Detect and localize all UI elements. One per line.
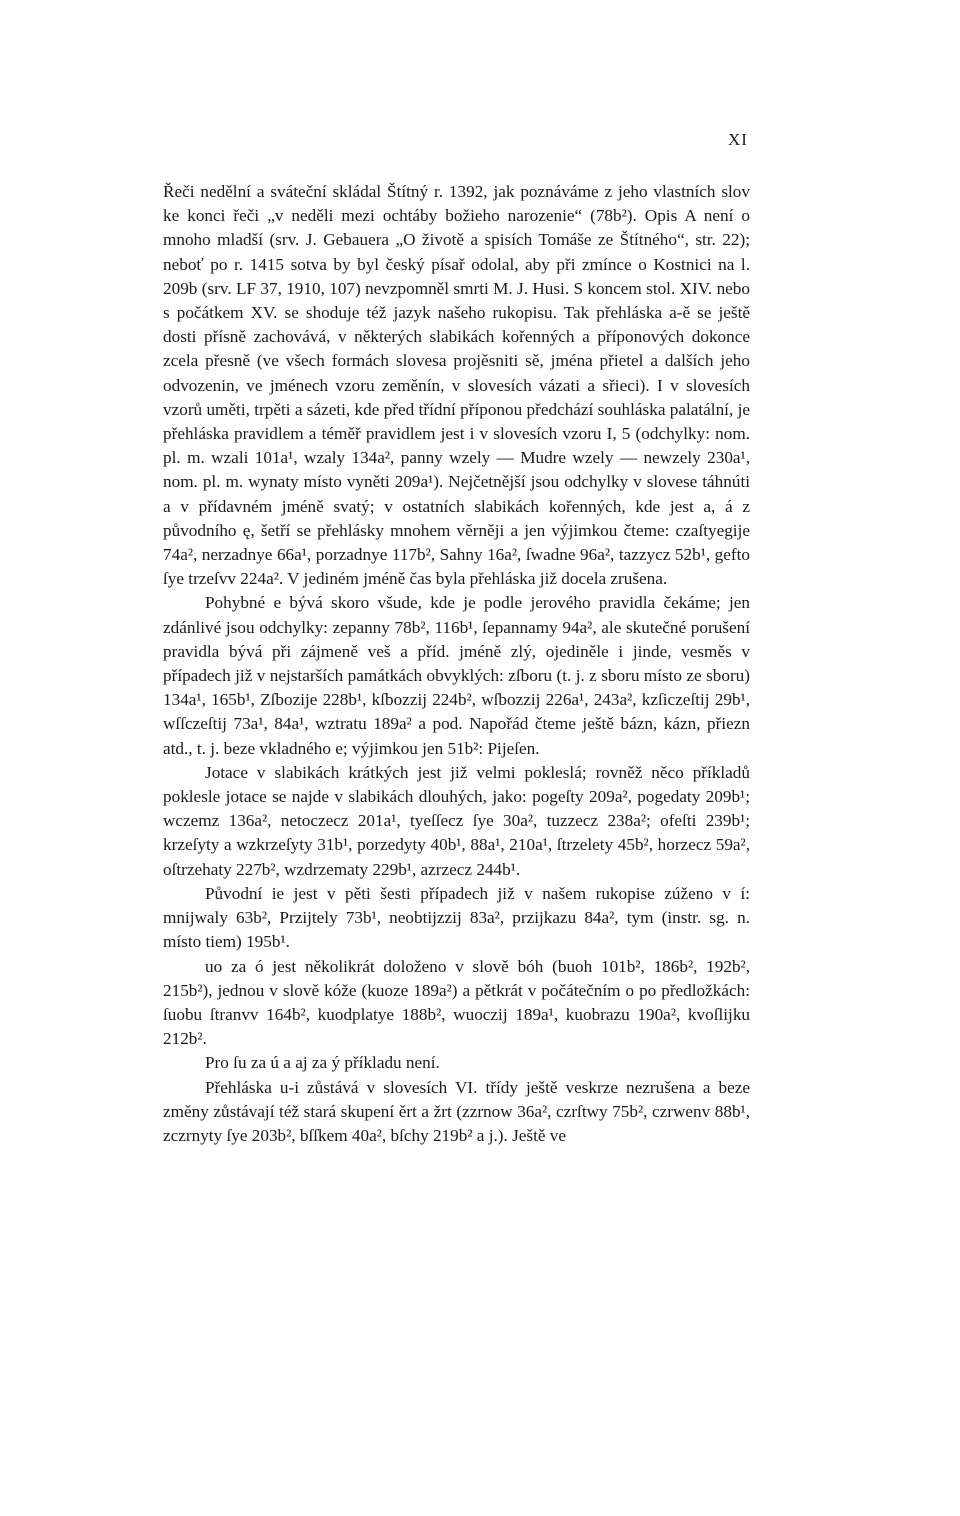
paragraph: Přehláska u-i zůstává v slovesích VI. třídy ještě veskrze nezrušena a beze změny zůstávají též stará skupení ěrt a žrt (zzrnow 36a², czrſtwy 75b², czrwenv 88b¹, zczrnyty ſye 203b², bſſkem 40a², bſchy 219b² a j.). Ještě ve: [163, 1077, 750, 1145]
paragraph: Pro ſu za ú a aj za ý příkladu není.: [205, 1053, 440, 1073]
body-text: [163, 180, 750, 1148]
paragraph: Jotace v slabikách krátkých jest již velmi pokleslá; rovněž něco příkladů poklesle jotace se najde v slabikách dlouhých, jako: pogeſty 209a², pogedaty 209b¹; wczemz 136a², netoczecz 201a¹, tyeſſecz ſye 30a², tuzzecz 238a²; ofeſti 239b¹; krzeſyty a wzkrzeſyty 31b¹, porzedyty 40b¹, 88a¹, 210a¹, ſtrzelety 45b², horzecz 59a², oſtrzehaty 227b², wzdrzematy 229b¹, azrzecz 244b¹.: [163, 762, 750, 879]
page-number: XI: [728, 130, 748, 149]
paragraph: Původní ie jest v pěti šesti případech již v našem rukopise zúženo v í: mnijwaly 63b², Przijtely 73b¹, neobtijzzij 83a², przijkazu 84a², tym (instr. sg. n. místo tiem) 195b¹.: [163, 883, 750, 952]
paragraph: uo za ó jest několikrát doloženo v slově bóh (buoh 101b², 186b², 192b², 215b²), jednou v slově kóže (kuoze 189a²) a pětkrát v počátečním o po předložkách: ſuobu ſtranvv 164b², kuodplatye 188b², wuoczij 189a¹, kuobrazu 190a², kvoſlijku 212b².: [163, 956, 750, 1049]
paragraph: Pohybné e bývá skoro všude, kde je podle jerového pravidla čekáme; jen zdánlivé jsou odchylky: zepanny 78b², 116b¹, ſepannamy 94a², ale skutečné porušení pravidla bývá při zájmeně veš a příd. jméně zlý, ojediněle i jinde, vesměs v případech již v nejstarších památkách obvyklých: zſboru (t. j. z sboru místo ze sboru) 134a¹, 165b¹, Zſbozije 228b¹, kſbozzij 224b², wſbozzij 226a¹, 243a², kzſiczeſtij 29b¹, wſſczeſtij 73a¹, 84a¹, wztratu 189a² a pod. Napořád čteme ještě bázn, kázn, přiezn atd., t. j. beze vkladného e; výjimkou jen 51b²: Pijeſen.: [163, 593, 750, 758]
paragraph: Řeči nedělní a sváteční skládal Štítný r. 1392, jak poznáváme z jeho vlastních slov ke konci řeči „v neděli mezi ochtáby božieho narozenie“ (78b²). Opis A není o mnoho mladší (srv. J. Gebauera „O životě a spisích Tomáše ze Štítného“, str. 22); neboť po r. 1415 sotva by byl český písař odolal, aby při zmínce o Kostnici na l. 209b (srv. LF 37, 1910, 107) nevzpomněl smrti M. J. Husi. S koncem stol. XIV. nebo s počátkem XV. se shoduje též jazyk našeho rukopisu. Tak přehláska a-ě se ještě dosti přísně zachovává, v některých slabikách kořenných a příponových dokonce zcela přesně (ve všech formách slovesa projěsniti sě, jména přietel a dalších jeho odvozenin, ve jménech vzoru zeměnín, v slovesích vázati a sřieci). I v slovesích vzorů uměti, trpěti a sázeti, kde před třídní příponou předchází souhláska palatální, je přehláska pravidlem a téměř pravidlem jest i v slovesích vzoru I, 5 (odchylky: nom. pl. m. wzali 101a¹, wzaly 134a², panny wzely — Mudre wzely — newzely 230a¹, nom. pl. m. wynaty místo vyněti 209a¹). Nejčetnější jsou odchylky v slovese táhnúti a v přídavném jméně svatý; v ostatních slabikách kořenných, kde jest a, á z původního ę, šetří se přehlásky mnohem věrněji a jen výjimkou čteme: czaſtyegije 74a², nerzadnye 66a¹, porzadnye 117b², Sahny 16a², ſwadne 96a², tazzycz 52b¹, gefto ſye trzeſvv 224a². V jediném jméně čas byla přehláska již docela zrušena.: [163, 182, 750, 589]
